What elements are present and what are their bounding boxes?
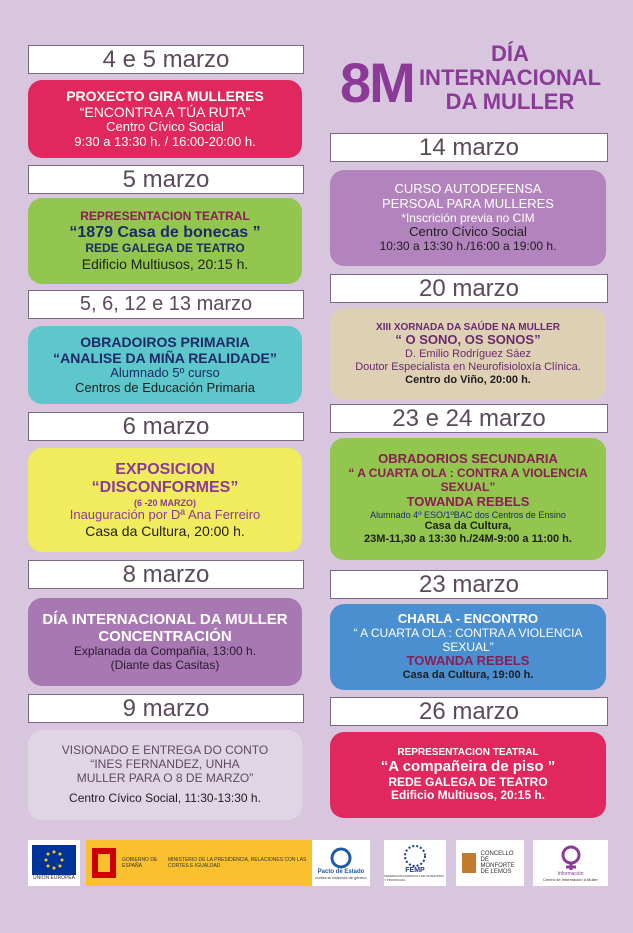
title-8m: 8M [340,51,414,114]
date-label: 9 marzo [28,694,304,723]
event-card: OBRADOIROS PRIMARIA “ANALISE DA MIÑA REALIDADE” Alumnado 5º curso Centros de Educación Primaria [28,326,302,404]
date-label: 8 marzo [28,560,304,589]
event-card: XIII XORNADA DA SAÚDE NA MULLER “ O SONO, OS SONOS” D. Emilio Rodríguez Sáez Doutor Especialista en Neurofisioloxía Clínica. Centro do Viño, 20:00 h. [330,308,606,400]
sponsor-logos [28,840,608,890]
event-card: EXPOSICION “DISCONFORMES” (6 -20 MARZO) Inauguración por Dª Ana Ferreiro Casa da Cultura, 20:00 h. [28,448,302,552]
eu-logo: UNIÓN EUROPEA [28,840,80,886]
event-card: PROXECTO GIRA MULLERES “ENCONTRA A TÚA RUTA” Centro Cívico Social 9:30 a 13:30 h. / 16:00-20:00 h. [28,80,302,158]
femp-icon [400,845,430,867]
pacto-logo: Pacto de Estado contra la violencia de género [312,840,370,886]
date-label: 5 marzo [28,165,304,194]
title-line-3: DA MULLER [445,89,575,114]
date-label: 23 e 24 marzo [330,404,608,433]
title-line-2: INTERNACIONAL [418,65,602,90]
event-card: DÍA INTERNACIONAL DA MULLER CONCENTRACIÓN Explanada da Compañía, 13:00 h. (Diante das Casitas) [28,598,302,686]
pacto-icon [329,847,353,869]
date-label: 6 marzo [28,412,304,441]
date-label: 5, 6, 12 e 13 marzo [28,290,304,319]
title-line-1: DÍA [491,41,529,66]
monforte-logo: CONCELLO DE MONFORTE DE LEMOS [456,840,524,886]
event-title [330,40,620,130]
monforte-crest-icon [460,851,478,875]
date-label: 26 marzo [330,697,608,726]
cim-logo: Información Centro de Información á Muller [533,840,608,886]
femp-logo: FEMP FEDERACIÓN ESPAÑOLA DE MUNICIPIOS Y PROVINCIAS [384,840,446,886]
event-card: VISIONADO E ENTREGA DO CONTO “INES FERNANDEZ, UNHA MULLER PARA O 8 DE MARZO” Centro Cívico Social, 11:30-13:30 h. [28,730,302,820]
event-card: CURSO AUTODEFENSA PERSOAL PARA MULLERES *Inscrición previa no CIM Centro Cívico Social 10:30 a 13:30 h./16:00 a 19:00 h. [330,170,606,266]
event-card: CHARLA - ENCONTRO “ A CUARTA OLA : CONTRA A VIOLENCIA SEXUAL” TOWANDA REBELS Casa da Cultura, 19:00 h. [330,604,606,690]
gobierno-logo: GOBIERNO DE ESPAÑA MINISTERIO DE LA PRESIDENCIA, RELACIONES CON LAS CORTES E IGUALDAD [86,840,336,886]
event-card: OBRADORIOS SECUNDARIA “ A CUARTA OLA : CONTRA A VIOLENCIA SEXUAL” TOWANDA REBELS Alumnado 4º ESO/1ºBAC dos Centros de Ensino Casa da Cultura, 23M-11,30 a 13:30 h./24M-9:00 a 11:00 h. [330,438,606,560]
date-label: 23 marzo [330,570,608,599]
event-card: REPRESENTACION TEATRAL “1879 Casa de bonecas ” REDE GALEGA DE TEATRO Edificio Multiusos, 20:15 h. [28,198,302,284]
date-label: 4 e 5 marzo [28,45,304,74]
spain-crest-icon [90,846,118,880]
event-card: REPRESENTACION TEATRAL “A compañeira de piso ” REDE GALEGA DE TEATRO Edificio Multiusos, 20:15 h. [330,732,606,818]
date-label: 20 marzo [330,274,608,303]
date-label: 14 marzo [330,133,608,162]
eu-flag-icon [32,845,76,875]
female-symbol-icon [556,845,586,871]
